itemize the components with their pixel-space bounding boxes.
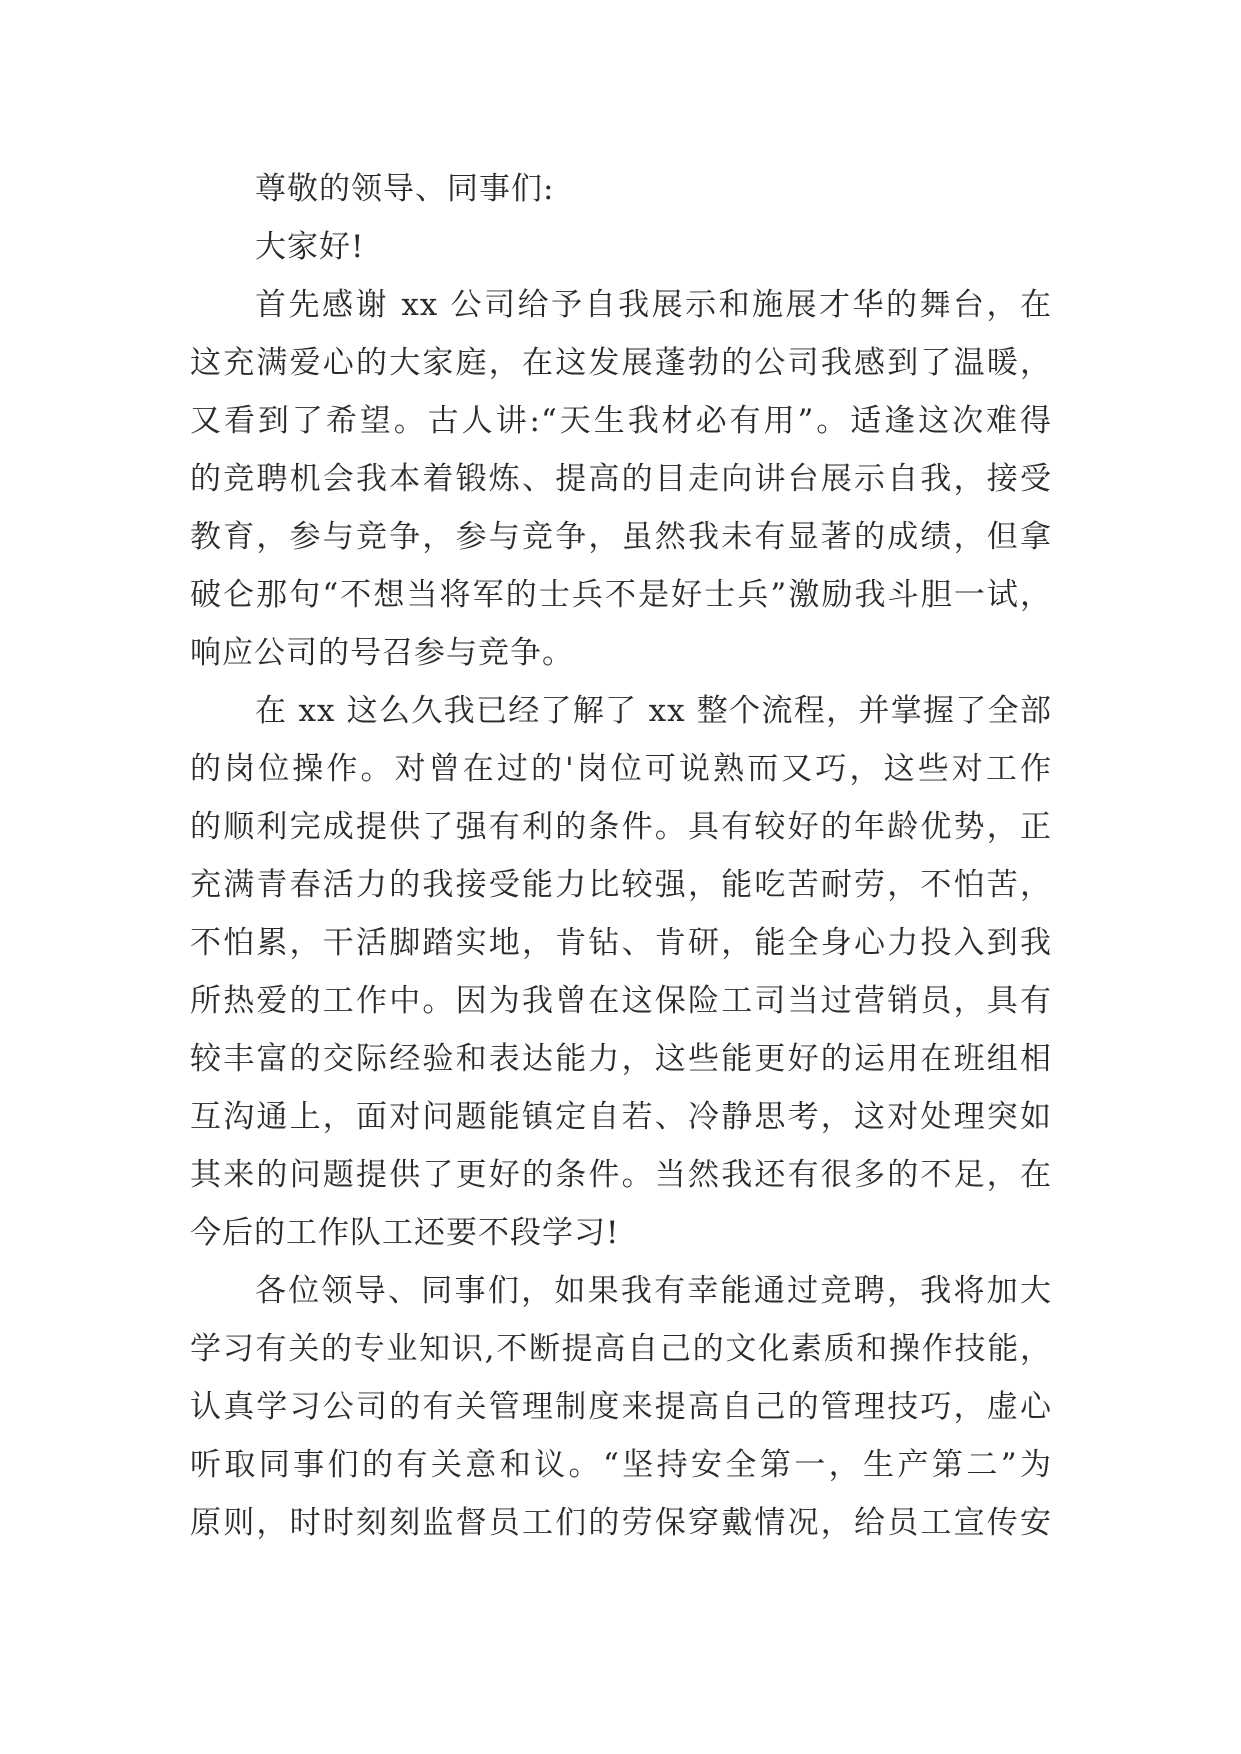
document-body bbox=[190, 160, 1052, 1552]
paragraph-1-line: 首先感谢 xx 公司给予自我展示和施展才华的舞台，在 bbox=[255, 287, 1052, 323]
paragraph-3-line: 学习有关的专业知识,不断提高自己的文化素质和操作技能， bbox=[190, 1331, 1052, 1367]
paragraph-2-line: 互沟通上，面对问题能镇定自若、冷静思考，这对处理突如 bbox=[190, 1099, 1052, 1135]
paragraph-1-line: 教育，参与竞争，参与竞争，虽然我未有显著的成绩，但拿 bbox=[190, 519, 1052, 555]
paragraph-3-line: 认真学习公司的有关管理制度来提高自己的管理技巧，虚心 bbox=[190, 1389, 1052, 1425]
paragraph-1-line: 又看到了希望。古人讲:“天生我材必有用”。适逢这次难得 bbox=[190, 403, 1052, 439]
paragraph-2-line: 充满青春活力的我接受能力比较强，能吃苦耐劳，不怕苦， bbox=[190, 867, 1052, 903]
paragraph-1-line: 这充满爱心的大家庭，在这发展蓬勃的公司我感到了温暖， bbox=[190, 345, 1052, 381]
paragraph-2-line: 其来的问题提供了更好的条件。当然我还有很多的不足，在 bbox=[190, 1157, 1052, 1193]
greeting: 大家好! bbox=[255, 229, 365, 265]
paragraph-2-line: 在 xx 这么久我已经了解了 xx 整个流程，并掌握了全部 bbox=[255, 693, 1052, 729]
paragraph-3-line: 各位领导、同事们，如果我有幸能通过竞聘，我将加大 bbox=[255, 1273, 1052, 1309]
paragraph-2-line: 不怕累，干活脚踏实地，肯钻、肯研，能全身心力投入到我 bbox=[190, 925, 1052, 961]
paragraph-2-line: 较丰富的交际经验和表达能力，这些能更好的运用在班组相 bbox=[190, 1041, 1052, 1077]
paragraph-2-line: 的顺利完成提供了强有利的条件。具有较好的年龄优势，正 bbox=[190, 809, 1052, 845]
paragraph-2-line: 今后的工作队工还要不段学习! bbox=[190, 1215, 620, 1251]
paragraph-3-line: 听取同事们的有关意和议。“坚持安全第一，生产第二”为 bbox=[190, 1447, 1052, 1483]
paragraph-1-line: 响应公司的号召参与竞争。 bbox=[190, 635, 574, 671]
salutation: 尊敬的领导、同事们: bbox=[255, 171, 555, 207]
paragraph-3-line: 原则，时时刻刻监督员工们的劳保穿戴情况，给员工宣传安 bbox=[190, 1505, 1052, 1541]
paragraph-2-line: 所热爱的工作中。因为我曾在这保险工司当过营销员，具有 bbox=[190, 983, 1052, 1019]
paragraph-1-line: 的竞聘机会我本着锻炼、提高的目走向讲台展示自我，接受 bbox=[190, 461, 1052, 497]
paragraph-2-line: 的岗位操作。对曾在过的'岗位可说熟而又巧，这些对工作 bbox=[190, 751, 1052, 787]
paragraph-1-line: 破仑那句“不想当将军的士兵不是好士兵”激励我斗胆一试， bbox=[190, 577, 1052, 613]
